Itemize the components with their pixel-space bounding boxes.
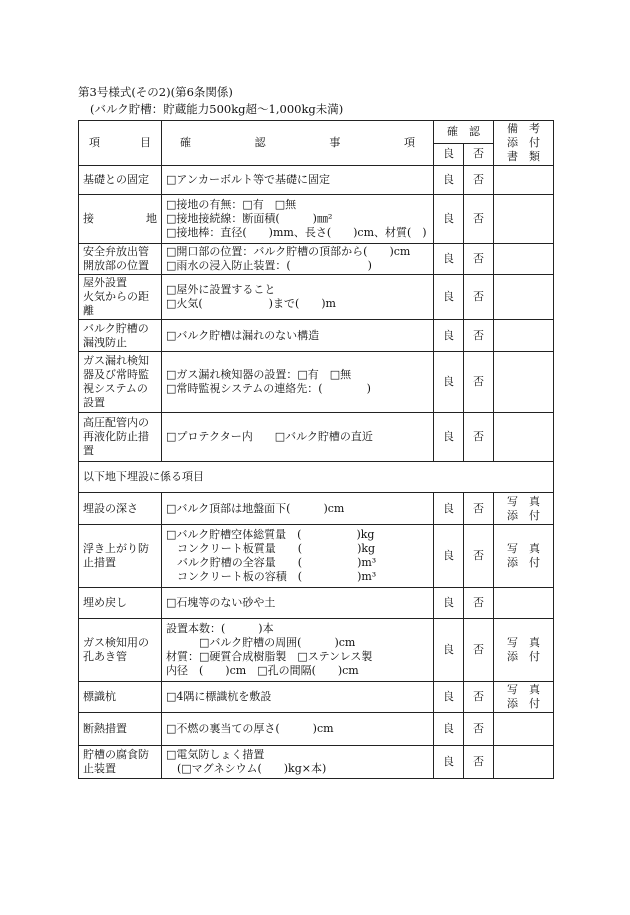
row-item-a: 接 bbox=[83, 212, 94, 225]
bad-checkbox[interactable]: 否 bbox=[464, 244, 494, 275]
row-check-line: コンクリート板質量 ( )kg bbox=[166, 542, 376, 555]
row-check bbox=[162, 413, 434, 462]
row-item-line: 浮き上がり防 bbox=[83, 542, 149, 555]
row-item: 標識杭 bbox=[79, 682, 162, 713]
header-remarks-3: 書 類 bbox=[507, 150, 540, 163]
row-item bbox=[79, 525, 162, 588]
row-check-line: □不燃の裏当ての厚さ( )cm bbox=[166, 722, 334, 735]
row-item: 基礎との固定 bbox=[79, 166, 162, 195]
row-item-line: 貯槽の腐食防 bbox=[83, 748, 149, 761]
header-check bbox=[162, 121, 434, 166]
row-item-line: 止装置 bbox=[83, 762, 116, 775]
remark-line: 添 付 bbox=[507, 556, 540, 569]
table-row bbox=[79, 413, 554, 462]
form-subtitle: (バルク貯槽：貯蔵能力500kg超～1,000kg未満) bbox=[90, 102, 344, 116]
row-check-line: □石塊等のない砂や土 bbox=[166, 596, 276, 609]
form-number-title: 第3号様式(その2)(第6条関係) bbox=[78, 85, 233, 99]
row-item: 埋設の深さ bbox=[79, 493, 162, 525]
row-check-line: □火気( )まで( )m bbox=[166, 297, 336, 310]
header-remarks-1: 備 考 bbox=[507, 122, 540, 135]
table-row bbox=[79, 320, 554, 352]
header-check-c: 事 bbox=[329, 136, 341, 149]
row-check bbox=[162, 588, 434, 619]
row-check bbox=[162, 275, 434, 320]
row-item-line: 再液化防止措 bbox=[83, 430, 149, 443]
header-good: 良 bbox=[434, 143, 464, 166]
bad-checkbox[interactable]: 否 bbox=[464, 682, 494, 713]
table-row bbox=[79, 525, 554, 588]
row-check-line: 材質：□硬質合成樹脂製 □ステンレス製 bbox=[166, 650, 373, 663]
table-row bbox=[79, 195, 554, 244]
row-remark bbox=[494, 320, 554, 352]
row-item bbox=[79, 619, 162, 682]
row-check bbox=[162, 195, 434, 244]
row-check-line: 内径 ( )cm □孔の間隔( )cm bbox=[166, 664, 359, 677]
row-check-line: □バルク頂部は地盤面下( )cm bbox=[166, 501, 345, 515]
row-item-line: 視システムの bbox=[83, 382, 148, 395]
row-item bbox=[79, 413, 162, 462]
row-check bbox=[162, 713, 434, 746]
remark-line: 写 真 bbox=[507, 636, 540, 649]
remark-line: 写 真 bbox=[507, 542, 540, 555]
good-checkbox[interactable]: 良 bbox=[434, 746, 464, 779]
good-checkbox[interactable]: 良 bbox=[434, 682, 464, 713]
section-title: 以下地下埋設に係る項目 bbox=[79, 462, 554, 493]
row-remark bbox=[494, 352, 554, 413]
row-item-line: 漏洩防止 bbox=[83, 335, 127, 349]
header-check-a: 確 bbox=[180, 136, 191, 149]
row-remark bbox=[494, 619, 554, 682]
header-item-a: 項 bbox=[89, 136, 100, 149]
row-check bbox=[162, 493, 434, 525]
bad-checkbox[interactable]: 否 bbox=[464, 493, 494, 525]
row-check-line: □ガス漏れ検知器の設置：□有 □無 bbox=[166, 368, 352, 381]
row-remark bbox=[494, 275, 554, 320]
header-bad: 否 bbox=[464, 143, 494, 166]
bad-checkbox[interactable]: 否 bbox=[464, 195, 494, 244]
row-item-line: 器及び常時監 bbox=[83, 368, 149, 381]
header-remarks bbox=[494, 121, 554, 166]
good-checkbox[interactable]: 良 bbox=[434, 493, 464, 525]
row-item-line: 火気からの距 bbox=[83, 290, 149, 303]
section-row bbox=[79, 462, 554, 493]
row-check bbox=[162, 619, 434, 682]
row-item-line: 止措置 bbox=[83, 556, 116, 569]
table-row bbox=[79, 682, 554, 713]
inspection-table bbox=[78, 120, 554, 779]
header-confirm: 確 認 bbox=[434, 121, 494, 144]
row-item: 埋め戻し bbox=[79, 588, 162, 619]
good-checkbox[interactable]: 良 bbox=[434, 588, 464, 619]
table-row bbox=[79, 275, 554, 320]
bad-checkbox[interactable]: 否 bbox=[464, 275, 494, 320]
row-remark bbox=[494, 746, 554, 779]
header-row bbox=[79, 121, 554, 144]
row-check-line: □プロテクター内 □バルク貯槽の直近 bbox=[166, 430, 373, 443]
header-item-b: 目 bbox=[140, 136, 151, 149]
bad-checkbox[interactable]: 否 bbox=[464, 588, 494, 619]
bad-checkbox[interactable]: 否 bbox=[464, 619, 494, 682]
bad-checkbox[interactable]: 否 bbox=[464, 320, 494, 352]
row-item-line: バルク貯槽の bbox=[83, 321, 149, 335]
row-remark bbox=[494, 166, 554, 195]
row-check-line: バルク貯槽の全容量 ( )m³ bbox=[166, 556, 377, 569]
header-remarks-2: 添 付 bbox=[507, 136, 540, 149]
row-check-line: □接地棒：直径( )mm、長さ( )cm、材質( ) bbox=[166, 226, 427, 239]
row-check bbox=[162, 746, 434, 779]
row-check bbox=[162, 352, 434, 413]
row-item bbox=[79, 195, 162, 244]
row-remark bbox=[494, 713, 554, 746]
remark-line: 添 付 bbox=[507, 508, 540, 522]
row-item-line: 高圧配管内の bbox=[83, 416, 149, 429]
row-check bbox=[162, 166, 434, 195]
bad-checkbox[interactable]: 否 bbox=[464, 525, 494, 588]
row-check-line: □電気防しょく措置 bbox=[166, 748, 265, 761]
row-item-line: 置 bbox=[83, 444, 94, 457]
good-checkbox[interactable]: 良 bbox=[434, 275, 464, 320]
table-row bbox=[79, 352, 554, 413]
good-checkbox[interactable]: 良 bbox=[434, 352, 464, 413]
row-check-line: 設置本数：( )本 bbox=[166, 622, 274, 635]
bad-checkbox[interactable]: 否 bbox=[464, 166, 494, 195]
remark-line: 添 付 bbox=[507, 650, 540, 663]
bad-checkbox[interactable]: 否 bbox=[464, 413, 494, 462]
table-row bbox=[79, 493, 554, 525]
row-item-b: 地 bbox=[146, 212, 157, 225]
row-remark bbox=[494, 244, 554, 275]
good-checkbox[interactable]: 良 bbox=[434, 166, 464, 195]
bad-checkbox[interactable]: 否 bbox=[464, 352, 494, 413]
row-check-line: □常時監視システムの連絡先：( ) bbox=[166, 382, 371, 395]
row-remark bbox=[494, 413, 554, 462]
table-row bbox=[79, 244, 554, 275]
row-check-line: □接地接続線：断面積( )㎜² bbox=[166, 212, 333, 225]
row-item-line: 開放部の位置 bbox=[83, 259, 149, 272]
good-checkbox[interactable]: 良 bbox=[434, 320, 464, 352]
row-remark bbox=[494, 588, 554, 619]
row-remark bbox=[494, 682, 554, 713]
table-row bbox=[79, 746, 554, 779]
row-check-line: □バルク貯槽は漏れのない構造 bbox=[166, 328, 320, 342]
row-item bbox=[79, 352, 162, 413]
row-check-line: □屋外に設置すること bbox=[166, 283, 276, 296]
header-check-d: 項 bbox=[403, 136, 415, 149]
good-checkbox[interactable]: 良 bbox=[434, 195, 464, 244]
good-checkbox[interactable]: 良 bbox=[434, 525, 464, 588]
row-check bbox=[162, 682, 434, 713]
good-checkbox[interactable]: 良 bbox=[434, 413, 464, 462]
row-remark bbox=[494, 195, 554, 244]
header-check-b: 認 bbox=[254, 136, 266, 149]
row-item-line: ガス検知用の bbox=[83, 636, 149, 649]
row-item-line: 離 bbox=[83, 304, 94, 317]
table-row bbox=[79, 619, 554, 682]
good-checkbox[interactable]: 良 bbox=[434, 713, 464, 746]
row-check-line: コンクリート板の容積 ( )m³ bbox=[166, 570, 377, 583]
good-checkbox[interactable]: 良 bbox=[434, 619, 464, 682]
row-check-line: □4隅に標識杭を敷設 bbox=[166, 690, 272, 703]
row-item bbox=[79, 275, 162, 320]
row-check-line: (□マグネシウム( )kg×本) bbox=[166, 762, 327, 775]
table-row bbox=[79, 713, 554, 746]
row-item bbox=[79, 244, 162, 275]
remark-line: 写 真 bbox=[507, 494, 540, 508]
row-remark bbox=[494, 525, 554, 588]
good-checkbox[interactable]: 良 bbox=[434, 244, 464, 275]
row-check bbox=[162, 320, 434, 352]
row-check bbox=[162, 525, 434, 588]
row-item-line: 屋外設置 bbox=[83, 276, 127, 289]
table-row bbox=[79, 588, 554, 619]
remark-line: 添 付 bbox=[507, 697, 540, 710]
bad-checkbox[interactable]: 否 bbox=[464, 713, 494, 746]
remark-line: 写 真 bbox=[507, 683, 540, 696]
row-check-line: □アンカーボルト等で基礎に固定 bbox=[166, 173, 330, 186]
row-check-line: □接地の有無：□有 □無 bbox=[166, 198, 297, 211]
row-item: 断熱措置 bbox=[79, 713, 162, 746]
row-item bbox=[79, 746, 162, 779]
row-item-line: ガス漏れ検知 bbox=[83, 354, 149, 367]
row-item-line: 孔あき管 bbox=[83, 650, 127, 663]
table-row bbox=[79, 166, 554, 195]
row-check-line: □開口部の位置：バルク貯槽の頂部から( )cm bbox=[166, 245, 411, 258]
bad-checkbox[interactable]: 否 bbox=[464, 746, 494, 779]
row-check-line: □バルク貯槽空体総質量 ( )kg bbox=[166, 528, 375, 541]
row-check-line: □雨水の浸入防止装置：( ) bbox=[166, 259, 372, 272]
row-item-line: 安全弁放出管 bbox=[83, 245, 149, 258]
row-item bbox=[79, 320, 162, 352]
row-remark bbox=[494, 493, 554, 525]
row-item-line: 設置 bbox=[83, 396, 105, 409]
row-check bbox=[162, 244, 434, 275]
header-item bbox=[79, 121, 162, 166]
row-check-line: □バルク貯槽の周囲( )cm bbox=[166, 636, 356, 649]
